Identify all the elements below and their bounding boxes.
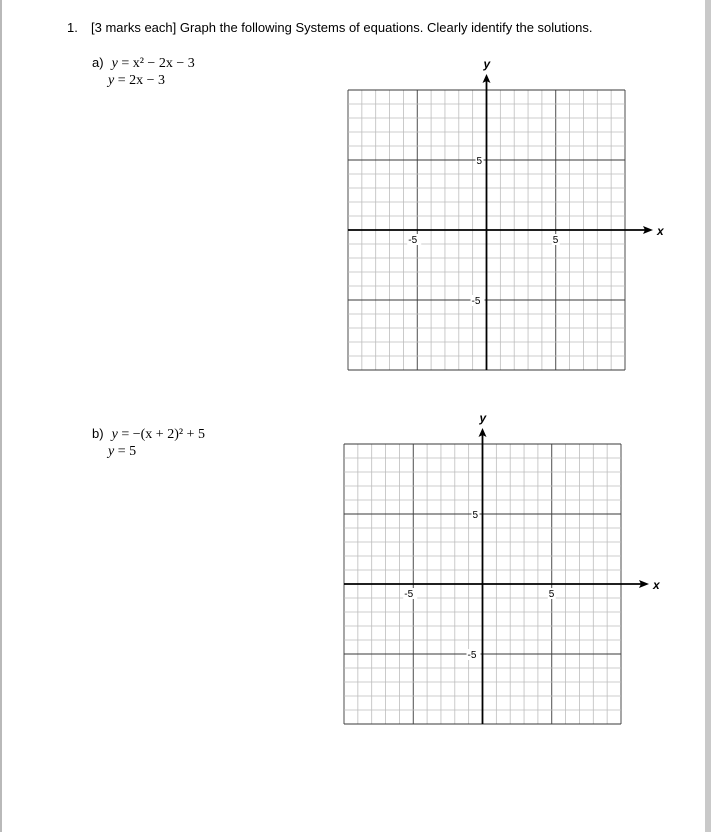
x-axis-label: x [657,224,664,238]
question-line [67,20,592,35]
part-b-label: b) [92,426,104,441]
y-tick-label-neg5: -5 [471,296,481,307]
part-b [92,425,205,459]
part-b-eq1-rhs: = −(x + 2)² + 5 [121,427,205,442]
part-a-label: a) [92,55,104,70]
y-axis-label: y [479,411,487,425]
y-tick-label-pos5: 5 [472,510,479,521]
y-axis-label: y [483,57,491,71]
x-tick-label-pos5: 5 [552,235,559,246]
x-tick-label-pos5: 5 [548,589,555,600]
y-tick-label-neg5: -5 [467,650,477,661]
x-tick-label-neg5: -5 [408,235,418,246]
part-a [92,54,195,88]
part-a-eq1-lhs: y [111,56,118,71]
x-tick-label-neg5: -5 [404,589,414,600]
part-b-eq2-rhs: = 5 [117,444,137,459]
graph-grid-b[interactable] [344,411,660,724]
part-b-eq1-lhs: y [111,427,118,442]
part-b-eq2-lhs: y [108,444,115,459]
page-edge-right [705,0,711,832]
page-edge-left [0,0,2,832]
question-number: 1. [67,20,78,35]
part-a-eq2-rhs: = 2x − 3 [117,73,166,88]
y-tick-label-pos5: 5 [476,156,483,167]
x-axis-label: x [653,578,660,592]
graph-grid-a[interactable] [348,57,664,370]
part-a-eq2-lhs: y [108,73,115,88]
part-a-eq1-rhs: = x² − 2x − 3 [121,56,195,71]
question-text: [3 marks each] Graph the following Systems of equations. Clearly identify the solutions. [91,20,593,35]
